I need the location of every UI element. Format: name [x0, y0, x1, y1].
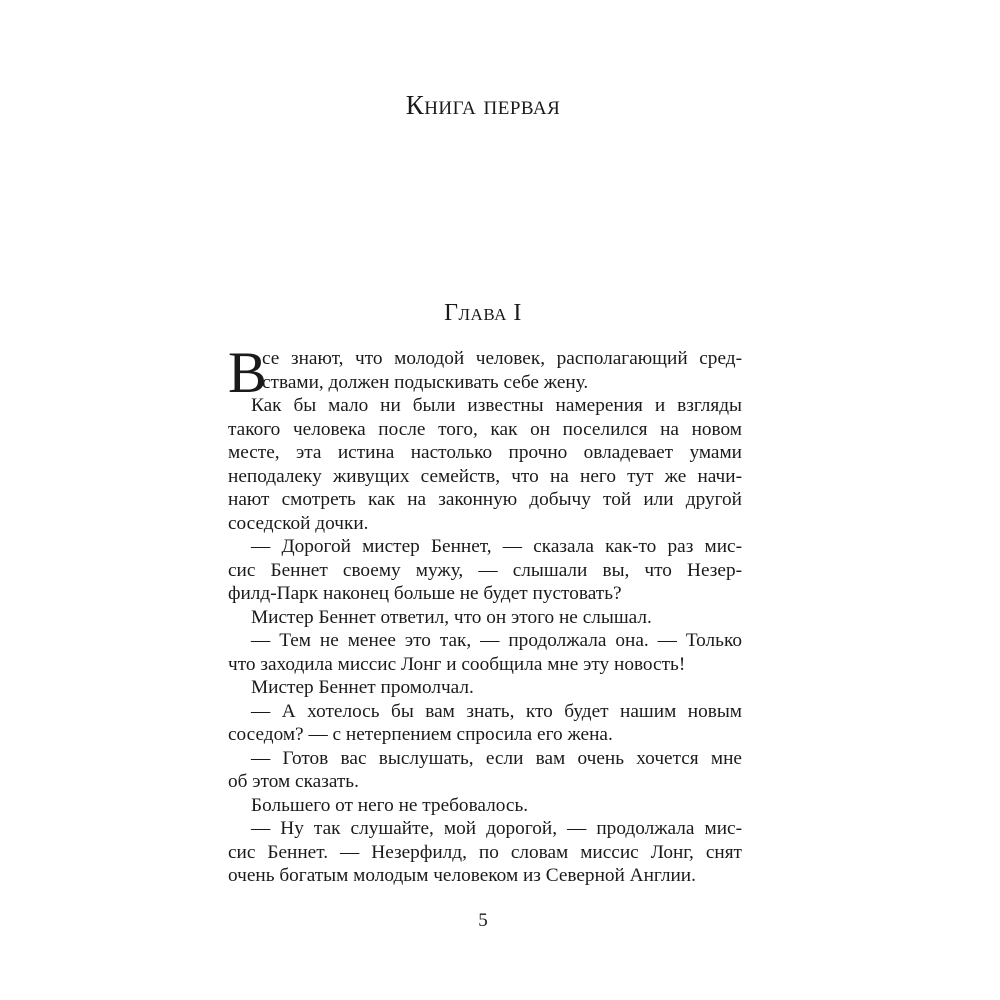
paragraph-line: Мистер Беннет промолчал.: [251, 677, 474, 698]
paragraph-line: соседом? — с нетерпением спросила его жена.: [228, 724, 613, 745]
paragraph-line: очень богатым молодым человеком из Северной Англии.: [228, 865, 696, 886]
paragraph-line: — А хотелось бы вам знать, кто будет нашим новым: [251, 700, 742, 722]
paragraph-line: — Ну так слушайте, мой дорогой, — продолжала мис-: [251, 818, 742, 839]
paragraph-line: филд-Парк наконец больше не будет пустовать?: [228, 583, 622, 604]
paragraph-line: соседской дочки.: [228, 512, 369, 534]
paragraph-line: об этом сказать.: [228, 771, 359, 792]
drop-cap: В: [228, 340, 267, 405]
paragraph: [228, 794, 742, 818]
paragraph: [228, 817, 742, 888]
paragraph: [228, 676, 742, 700]
opening-paragraph: [228, 340, 742, 405]
paragraph: [228, 394, 742, 535]
paragraph: [228, 747, 742, 794]
paragraph-line: неподалеку живущих семейств, что на него тут же начи-: [228, 465, 742, 487]
paragraph-line: месте, эта истина настолько прочно овладевает умами: [228, 442, 742, 463]
paragraph-line: такого человека после того, как он поселился на новом: [228, 418, 742, 440]
paragraph-line: Как бы мало ни были известны намерения и взгляды: [251, 395, 742, 416]
paragraph-line: се знают, что молодой человек, располагающий сред-: [262, 348, 742, 369]
paragraph-line: Большего от него не требовалось.: [251, 794, 529, 816]
paragraph-list: [228, 394, 742, 888]
paragraph: [228, 700, 742, 747]
page-number: 5: [478, 910, 488, 931]
paragraph-line: ствами, должен подыскивать себе жену.: [262, 371, 589, 393]
book-title: Книга первая: [405, 90, 561, 120]
paragraph: [228, 606, 742, 630]
paragraph-line: что заходила миссис Лонг и сообщила мне эту новость!: [228, 653, 686, 675]
paragraph-line: Мистер Беннет ответил, что он этого не слышал.: [251, 606, 652, 628]
paragraph-line: сис Беннет своему мужу, — слышали вы, что Незер-: [228, 559, 742, 581]
paragraph-line: нают смотреть как на законную добычу той или другой: [228, 489, 742, 510]
paragraph-line: — Дорогой мистер Беннет, — сказала как-то раз мис-: [251, 536, 742, 557]
paragraph: [228, 535, 742, 606]
paragraph-line: — Готов вас выслушать, если вам очень хочется мне: [251, 747, 742, 769]
chapter-title: Глава I: [444, 300, 522, 326]
chapter-body: [228, 340, 742, 888]
paragraph-line: — Тем не менее это так, — продолжала она. — Только: [251, 630, 742, 651]
paragraph-line: сис Беннет. — Незерфилд, по словам миссис Лонг, снят: [228, 841, 742, 863]
paragraph: [228, 629, 742, 676]
